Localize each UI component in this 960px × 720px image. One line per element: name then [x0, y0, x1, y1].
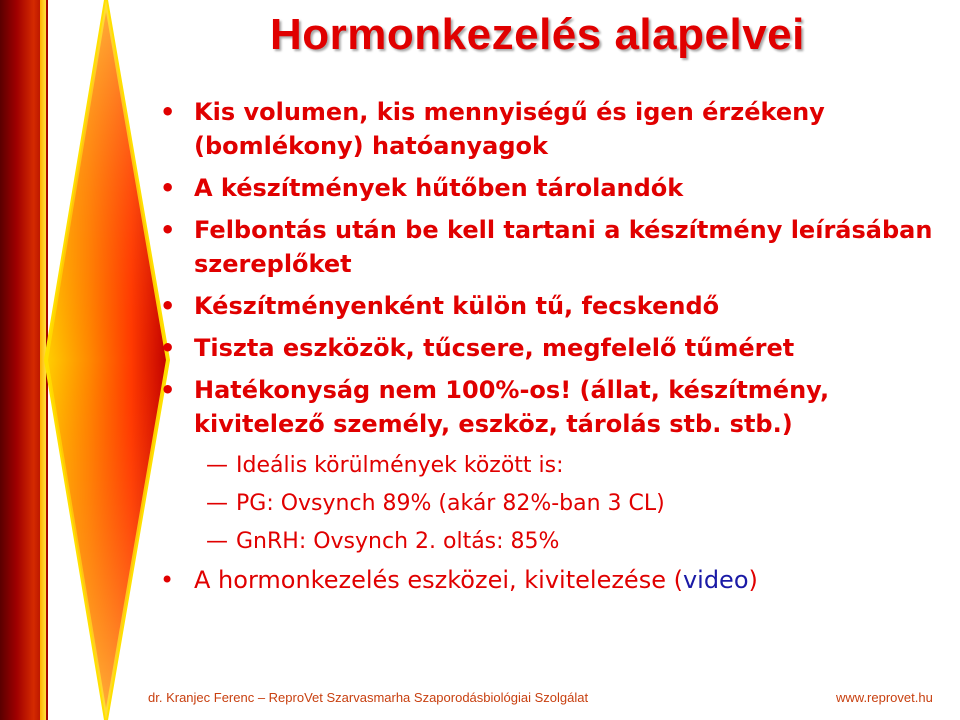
bullet-item	[150, 171, 940, 205]
sub-item	[150, 449, 940, 483]
bullet-item	[150, 331, 940, 365]
footer-website: www.reprovet.hu	[836, 690, 933, 705]
sub-item	[150, 487, 940, 521]
slide-title: Hormonkezelés alapelvei	[270, 10, 805, 59]
bullet-text: Tiszta eszközök, tűcsere, megfelelő tűméret	[194, 334, 795, 362]
dash-icon: —	[206, 491, 228, 516]
bullet-item	[150, 95, 940, 163]
sub-item-text: PG: Ovsynch 89% (akár 82%-ban 3 CL)	[236, 491, 665, 516]
bullet-icon: •	[160, 292, 176, 320]
bullet-icon: •	[160, 566, 175, 594]
dash-icon: —	[206, 453, 228, 478]
dash-icon: —	[206, 529, 228, 554]
sub-item	[150, 525, 940, 559]
sub-item-text: GnRH: Ovsynch 2. oltás: 85%	[236, 529, 560, 554]
slide-content	[150, 95, 940, 605]
bullet-text: Készítményenként külön tű, fecskendő	[194, 292, 720, 320]
bullet-icon: •	[160, 98, 176, 126]
video-link[interactable]: video	[682, 566, 749, 594]
bullet-item-video	[150, 563, 940, 597]
bullet-text: Kis volumen, kis mennyiségű és igen érzékeny (bomlékony) hatóanyagok	[194, 98, 825, 160]
sub-item-text: Ideális körülmények között is:	[236, 453, 564, 478]
bullet-text: A hormonkezelés eszközei, kivitelezése (	[194, 566, 683, 594]
bullet-icon: •	[160, 334, 176, 362]
bullet-text: Hatékonyság nem 100%-os! (állat, készítmény, kivitelező személy, eszköz, tárolás stb. stb.)	[194, 376, 830, 438]
bullet-item	[150, 213, 940, 281]
bullet-item	[150, 373, 940, 441]
bullet-item	[150, 289, 940, 323]
bullet-icon: •	[160, 174, 176, 202]
bullet-text: Felbontás után be kell tartani a készítmény leírásában szereplőket	[194, 216, 933, 278]
footer-author: dr. Kranjec Ferenc – ReproVet Szarvasmarha Szaporodásbiológiai Szolgálat	[148, 690, 589, 705]
bullet-icon: •	[160, 216, 176, 244]
bullet-text: A készítmények hűtőben tárolandók	[194, 174, 684, 202]
bullet-icon: •	[160, 376, 176, 404]
bullet-text-close: )	[748, 566, 758, 594]
